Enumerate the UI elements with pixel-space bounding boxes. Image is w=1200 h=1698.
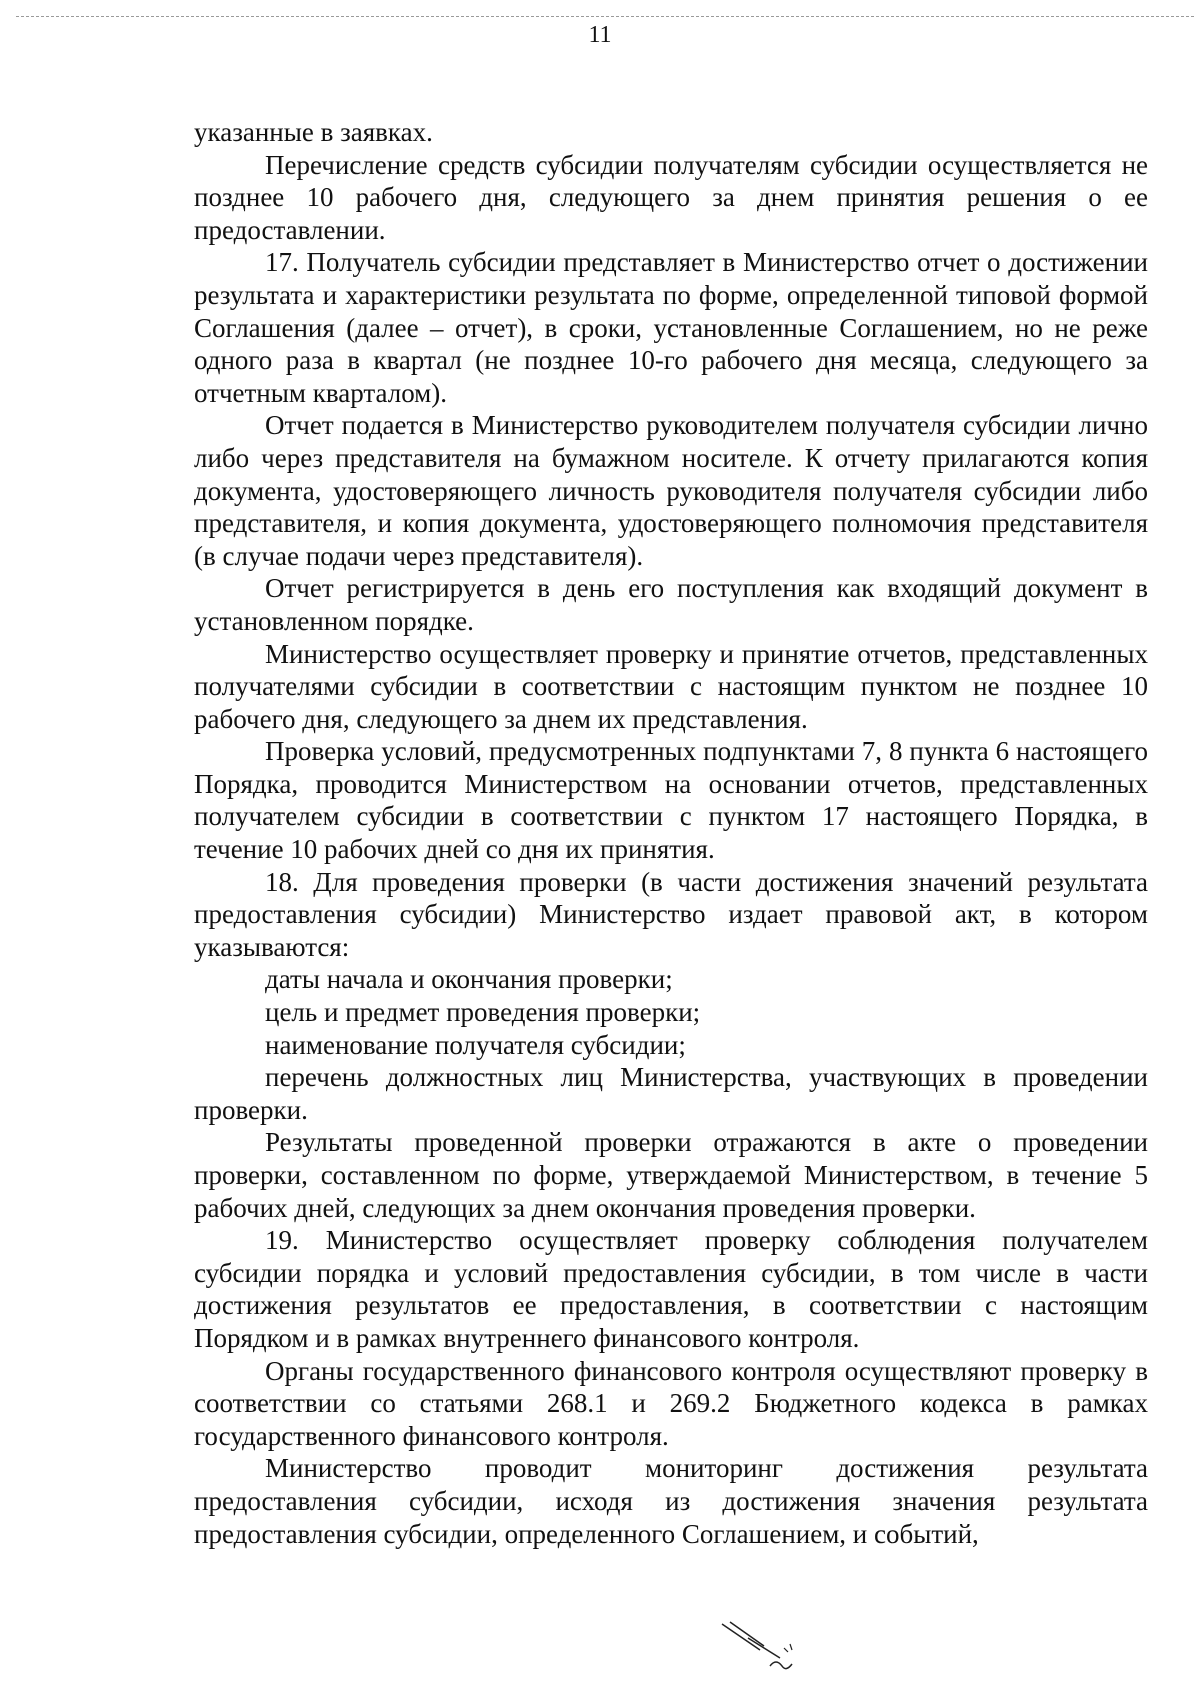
paragraph: Результаты проведенной проверки отражаются в акте о проведении проверки, составленном по форме, утверждаемой Министерством, в течение 5 рабочих дней, следующих за днем окончания проведения проверки. <box>194 1127 1148 1223</box>
paragraph: Отчет подается в Министерство руководителем получателя субсидии лично либо через представителя на бумажном носителе. К отчету прилагаются копия документа, удостоверяющего личность руководителя получателя субсидии либо представителя, и копия документа, удостоверяющего полномочия представителя (в случае подачи через представителя). <box>194 410 1148 571</box>
paragraph: Отчет регистрируется в день его поступления как входящий документ в установленном порядке. <box>194 573 1148 636</box>
paragraph: 19. Министерство осуществляет проверку соблюдения получателем субсидии порядка и условий предоставления субсидии, в том числе в части достижения результатов ее предоставления, в соответствии с настоящим Порядком и в рамках внутреннего финансового контроля. <box>194 1225 1148 1353</box>
list-item: цель и предмет проведения проверки; <box>265 997 701 1028</box>
paragraph: Проверка условий, предусмотренных подпунктами 7, 8 пункта 6 настоящего Порядка, проводится Министерством на основании отчетов, представленных получателем субсидии в соответствии с пунктом 17 настоящего Порядка, в течение 10 рабочих дней со дня их принятия. <box>194 736 1148 865</box>
paragraph: указанные в заявках. <box>194 117 433 147</box>
list-item: перечень должностных лиц Министерства, участвующих в проведении проверки. <box>194 1062 1148 1125</box>
paragraph: 17. Получатель субсидии представляет в Министерство отчет о достижении результата и характеристики результата по форме, определенной типовой формой Соглашения (далее – отчет), в сроки, установленные Соглашением, но не реже одного раза в квартал (не позднее 10-го рабочего дня месяца, следующего за отчетным кварталом). <box>194 247 1148 408</box>
paragraph: 18. Для проведения проверки (в части достижения значений результата предоставления субсидии) Министерство издает правовой акт, в котором указываются: <box>194 866 1148 962</box>
paragraph: Министерство проводит мониторинг достижения результата предоставления субсидии, исходя из достижения значения результата предоставления субсидии, определенного Соглашением, и событий, <box>194 1453 1148 1549</box>
paragraph: Министерство осуществляет проверку и принятие отчетов, представленных получателями субсидии в соответствии с настоящим пунктом не позднее 10 рабочего дня, следующего за днем их представления. <box>194 638 1148 734</box>
paragraph: Органы государственного финансового контроля осуществляют проверку в соответствии со статьями 268.1 и 269.2 Бюджетного кодекса в рамках государственного финансового контроля. <box>194 1355 1148 1451</box>
list-item: наименование получателя субсидии; <box>265 1029 686 1060</box>
document-body <box>194 116 1148 1550</box>
list-item: даты начала и окончания проверки; <box>265 964 673 995</box>
page-number: 11 <box>588 22 612 48</box>
initials-mark <box>720 1618 820 1678</box>
scan-border-line <box>16 16 1194 17</box>
paragraph: Перечисление средств субсидии получателям субсидии осуществляется не позднее 10 рабочего дня, следующего за днем принятия решения о ее предоставлении. <box>194 149 1148 245</box>
